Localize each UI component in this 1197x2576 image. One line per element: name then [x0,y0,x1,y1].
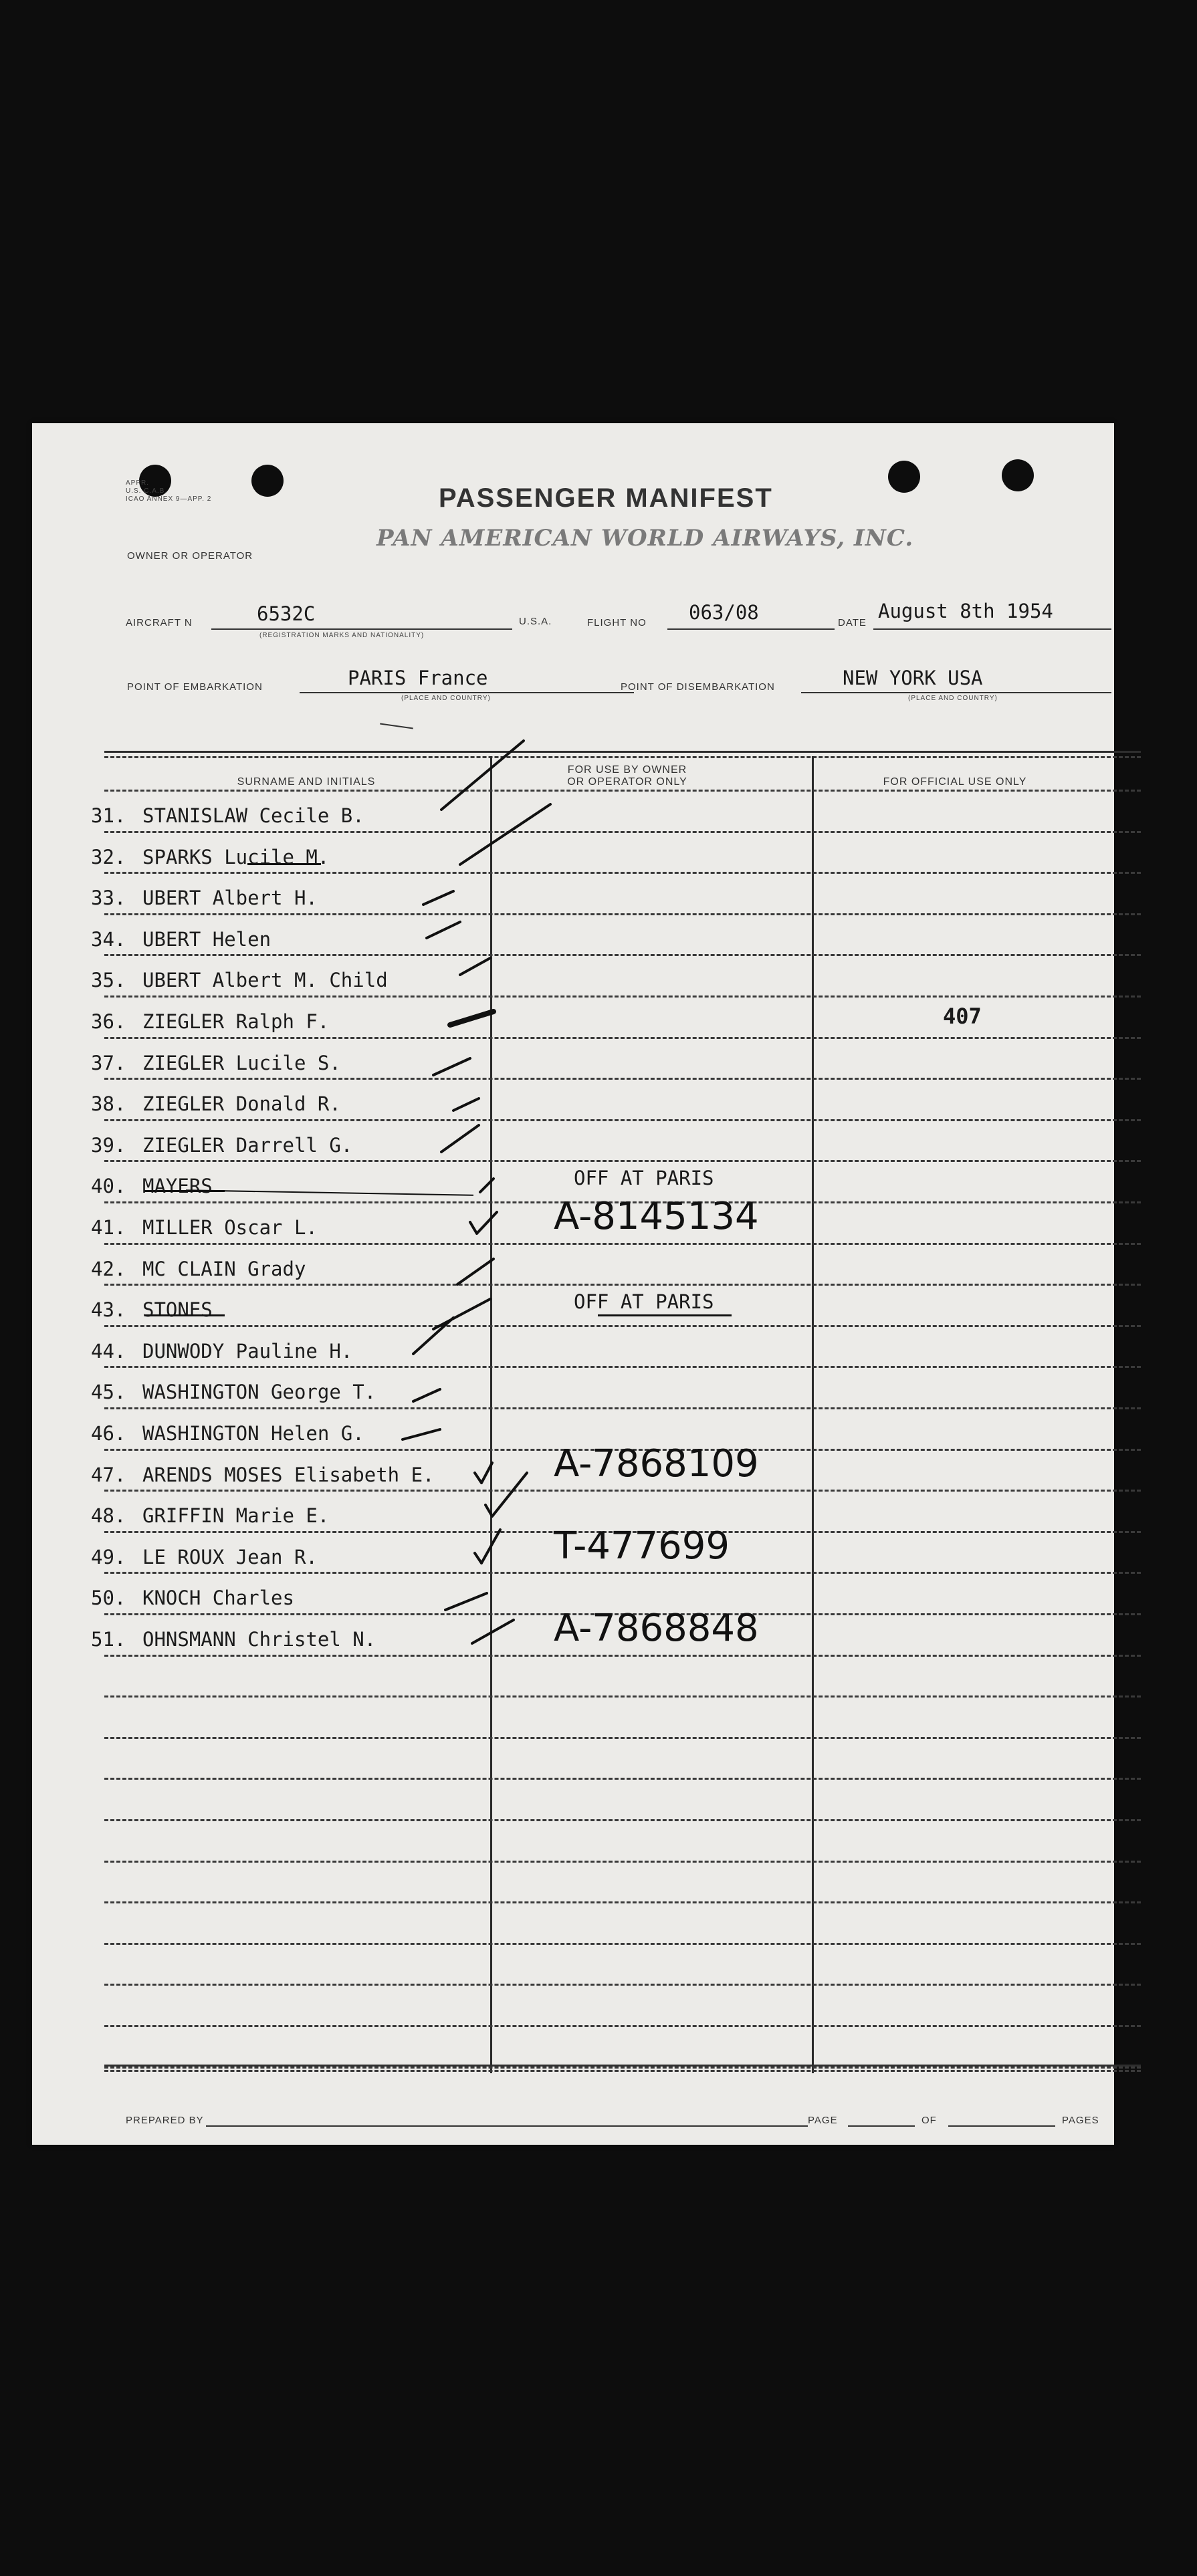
table-bottom-rule-dashed [104,2070,1141,2072]
passenger-name: LE ROUX Jean R. [142,1545,318,1568]
embarkation-sublabel: (PLACE AND COUNTRY) [401,695,491,702]
check-mark [423,891,453,905]
passenger-name: UBERT Albert H. [142,887,318,910]
handwritten-document-number: A-7868848 [554,1607,759,1650]
handwritten-check-marks [32,423,1114,2145]
row-number: 48. [91,1504,126,1528]
check-mark [403,1429,440,1439]
row-number: 44. [91,1339,126,1363]
page-label: PAGE [808,2115,838,2126]
manifest-sheet [32,423,1114,2145]
page-title: PASSENGER MANIFEST [439,483,773,513]
column-header-names: SURNAME AND INITIALS [237,776,376,788]
check-mark [441,741,524,810]
passenger-name: UBERT Albert M. Child [142,969,388,992]
handwritten-document-number: T-477699 [554,1524,730,1568]
check-mark [453,1098,479,1110]
passenger-name: KNOCH Charles [142,1587,294,1610]
passenger-name: ZIEGLER Donald R. [142,1092,341,1116]
passenger-name: SPARKS Lucile M. [142,845,330,868]
row-number: 45. [91,1381,126,1404]
passenger-name: STONES [142,1298,213,1322]
check-mark [433,1058,470,1075]
pages-label: PAGES [1062,2115,1099,2126]
date-value: August 8th 1954 [878,600,1053,622]
flight-label: FLIGHT NO [587,617,647,628]
aircraft-sublabel: (REGISTRATION MARKS AND NATIONALITY) [259,632,425,639]
passenger-name: STANISLAW Cecile B. [142,804,364,827]
column-header-owner-use: FOR USE BY OWNER OR OPERATOR ONLY [567,764,687,788]
disembarkation-value: NEW YORK USA [843,667,983,689]
row-number: 38. [91,1092,126,1116]
check-mark [441,1125,479,1152]
airline-name: PAN AMERICAN WORLD AIRWAYS, INC. [376,525,914,552]
passenger-name: MAYERS [142,1175,213,1198]
aircraft-value: 6532C [257,602,316,625]
row-number: 42. [91,1257,126,1280]
row-number: 43. [91,1298,126,1322]
flight-value: 063/08 [689,601,759,624]
check-mark [485,1473,527,1516]
embarkation-value: PARIS France [348,667,488,689]
row-number: 35. [91,969,126,992]
row-number: 32. [91,845,126,868]
owner-label: OWNER OR OPERATOR [127,550,253,562]
passenger-name: OHNSMANN Christel N. [142,1628,376,1651]
passenger-name: MC CLAIN Grady [142,1257,306,1280]
check-mark [445,1593,487,1610]
page-underline [848,2125,915,2127]
check-mark [472,1620,514,1643]
row-number: 39. [91,1133,126,1157]
check-mark [475,1530,500,1563]
embarkation-label: POINT OF EMBARKATION [127,681,263,693]
passenger-name: UBERT Helen [142,927,271,951]
date-label: DATE [838,617,867,628]
row-number: 34. [91,927,126,951]
row-number: 50. [91,1587,126,1610]
check-mark [413,1318,453,1354]
passenger-name: ARENDS MOSES Elisabeth E. [142,1463,435,1486]
form-approval-note: APPR. U.S. C.A.B. ICAO ANNEX 9—APP. 2 [126,479,212,503]
passenger-name: GRIFFIN Marie E. [142,1504,330,1528]
aircraft-label: AIRCRAFT N [126,617,193,628]
check-mark [433,1299,490,1329]
row-number: 31. [91,804,126,827]
row-number: 33. [91,887,126,910]
operator-note: OFF AT PARIS [574,1290,714,1314]
operator-note: OFF AT PARIS [574,1167,714,1190]
row-number: 36. [91,1010,126,1033]
of-underline [948,2125,1055,2127]
passenger-name: MILLER Oscar L. [142,1216,318,1239]
row-number: 46. [91,1422,126,1445]
row-number: 51. [91,1628,126,1651]
of-label: OF [921,2115,937,2126]
row-number: 37. [91,1051,126,1074]
row-number: 41. [91,1216,126,1239]
check-mark [460,958,490,975]
passenger-name: ZIEGLER Darrell G. [142,1133,353,1157]
handwritten-document-number: A-8145134 [554,1195,759,1238]
passenger-name: ZIEGLER Ralph F. [142,1010,330,1033]
handwritten-document-number: A-7868109 [554,1441,759,1486]
row-number: 47. [91,1463,126,1486]
prepared-by-label: PREPARED BY [126,2115,204,2126]
check-mark [457,1259,494,1284]
passenger-name: DUNWODY Pauline H. [142,1339,353,1363]
country-value: U.S.A. [519,616,552,627]
check-mark [460,804,550,864]
check-mark [427,922,460,938]
check-mark [480,1179,494,1192]
check-mark [413,1389,440,1401]
disembarkation-label: POINT OF DISEMBARKATION [621,681,775,693]
passenger-name: WASHINGTON Helen G. [142,1422,364,1445]
prepared-by-underline [206,2125,808,2127]
check-mark [475,1463,492,1483]
check-mark [470,1212,497,1234]
official-use-value: 407 [943,1004,982,1029]
passenger-name: WASHINGTON George T. [142,1381,376,1404]
column-header-official-use: FOR OFFICIAL USE ONLY [883,776,1027,788]
row-number: 49. [91,1545,126,1568]
table-bottom-rule [104,2065,1141,2067]
row-number: 40. [91,1175,126,1198]
passenger-name: ZIEGLER Lucile S. [142,1051,341,1074]
disembarkation-sublabel: (PLACE AND COUNTRY) [908,695,998,702]
check-mark [450,1012,494,1025]
